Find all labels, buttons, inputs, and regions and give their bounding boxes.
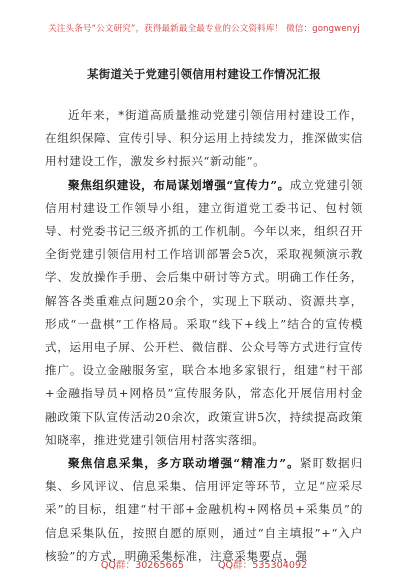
paragraph-lead: 聚焦信息采集，多方联动增强“精准力”。 <box>68 456 300 471</box>
bottom-promo-banner <box>0 557 408 571</box>
paragraph-lead: 聚焦组织建设，布局谋划增强“宣传力”。 <box>68 177 290 192</box>
paragraph-body: 成立党建引领信用村建设工作领导小组，建立街道党工委书记、包村领导、村党委书记三级齐抓的工作机制。今年以来，组织召开全街党建引领信用村工作培训部署会5次，采取视频演示教学、发放操作手册、会后集中研讨等方式。明确工作任务，解答各类重难点问题20余个，实现上下联动、资源共享，形成“一盘棋”工作格局。采取“线下+线上”结合的宣传模式，运用电子屏、公开栏、微信群、公众号等方式进行宣传推广。设立金融服务室，联合本地多家银行，组建“村干部+金融指导员+网格员”宣传服务队，常态化开展信用村金融政策下队宣传活动20余次，政策宣讲5次，持续提高政策知晓率，推进党建引领信用村落实落细。 <box>45 177 364 447</box>
document-title: 某街道关于党建引领信用村建设工作情况汇报 <box>87 67 321 81</box>
qq-group-label: QQ群：535304092 <box>217 560 308 571</box>
paragraph-body: 紧盯数据归集、乡风评议、信息采集、信用评定等环节，立足“应采尽采”的目标，组建“村干部+金融机构+网格员+采集员”的信息采集队伍，按照自愿的原则，通过“自主填报”+“入户核验”的方式，明确采集标准，注意采集要点，强 <box>45 456 363 563</box>
document-page <box>45 52 363 568</box>
qq-group-label: QQ群：30265665 <box>100 560 184 571</box>
top-promo-banner: 关注头条号“公文研究”，获得最新最全最专业的公文资料库！ 微信：gongwenyj <box>48 24 360 34</box>
paragraph-info-collection <box>45 452 363 568</box>
paragraph-organization <box>45 174 363 452</box>
paragraph-body: 近年来，*街道高质量推动党建引领信用村建设工作，在组织保障、宣传引导、积分运用上持续发力，推深做实信用村建设工作，激发乡村振兴“新动能”。 <box>45 108 363 169</box>
paragraph-intro <box>45 104 363 174</box>
